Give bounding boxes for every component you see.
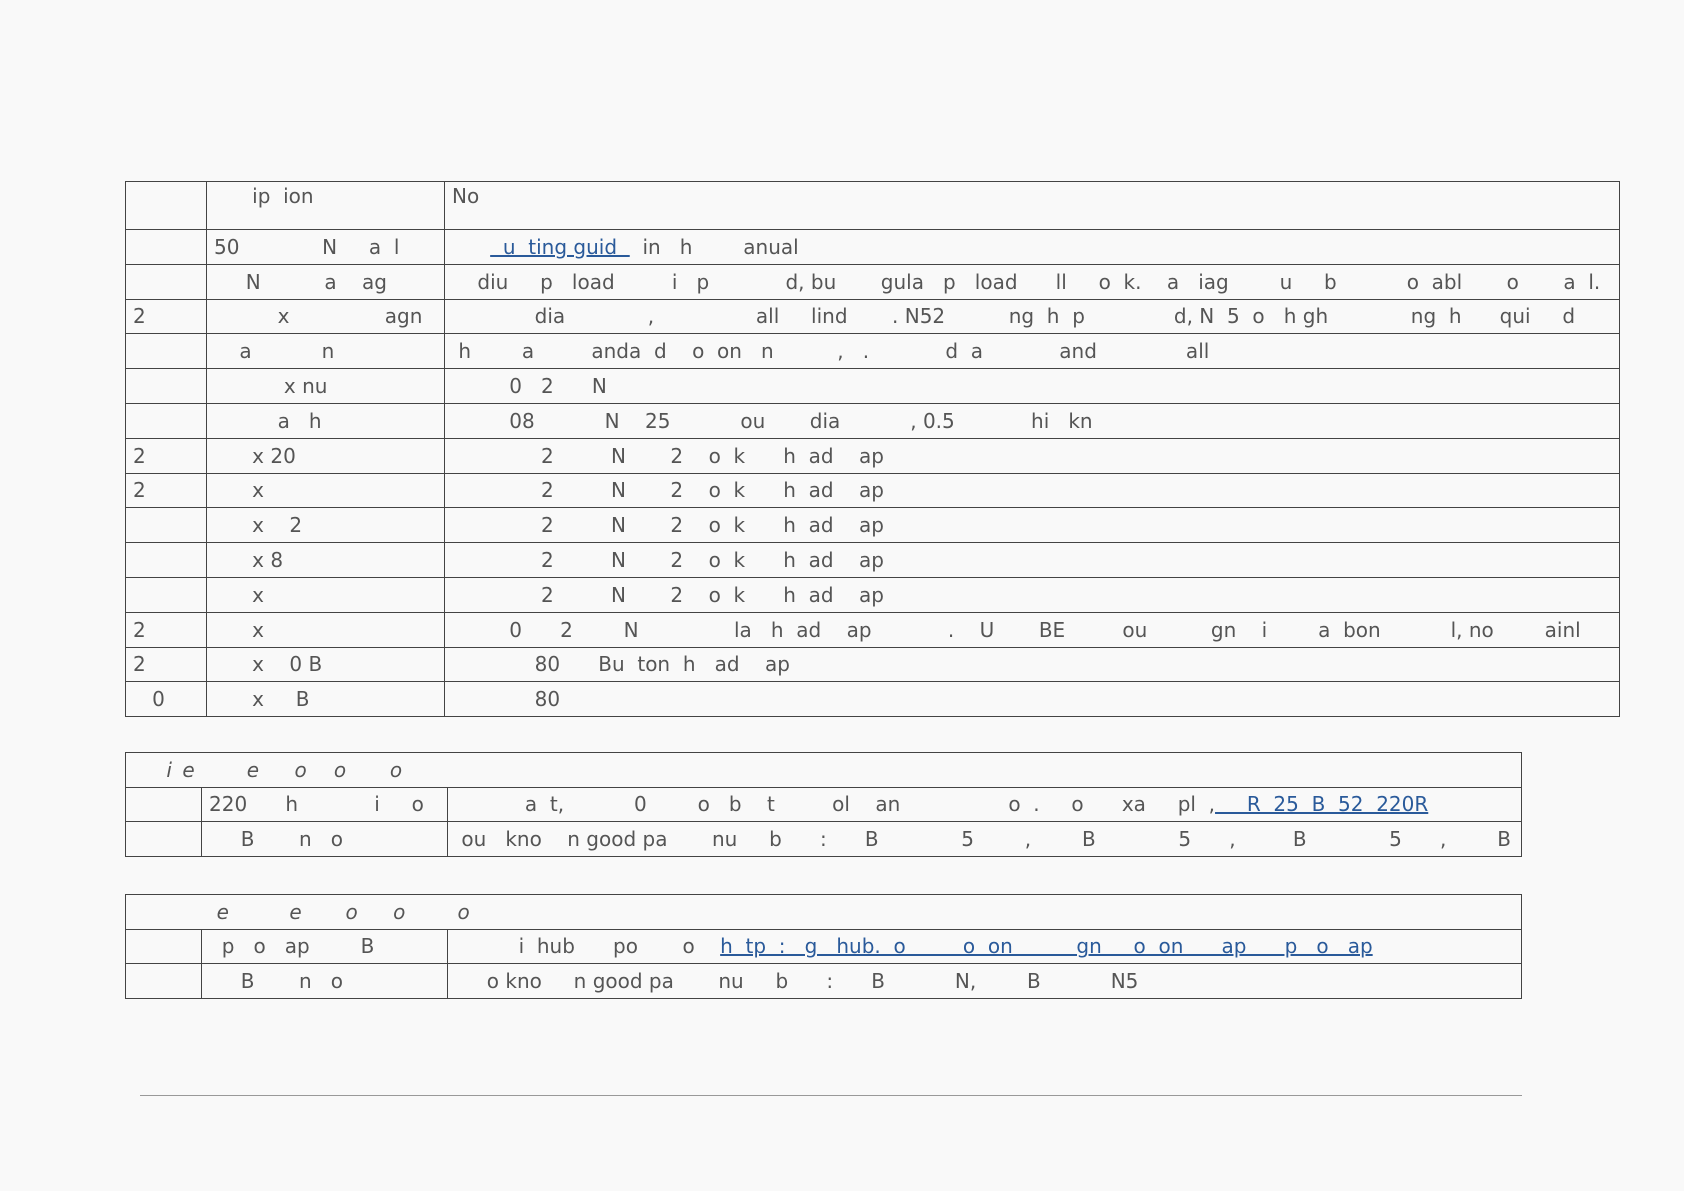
table-row [126,787,1522,822]
bom-body [126,182,1620,717]
part-cell: a n [207,334,445,369]
section-title: i e e o o o [126,753,1522,788]
quantity-cell: 2 [126,438,207,473]
notes-cell [445,612,1620,647]
part-cell: x agn [207,299,445,334]
table-row [126,612,1620,647]
table-row [126,647,1620,682]
note-text: 08 N 25 ou dia , 0.5 hi kn [452,408,1093,433]
table-row [126,230,1620,265]
notes-cell [445,508,1620,543]
note-text: 2 N 2 o k h ad ap [452,582,884,607]
part-cell: x 8 [207,543,445,578]
note-text: 2 N 2 o k h ad ap [452,478,884,503]
quantity-cell: 2 [126,647,207,682]
part-cell: x [207,473,445,508]
notes-cell [445,682,1620,717]
quantity-cell [126,964,202,999]
quantity-cell [126,403,207,438]
quantity-cell [126,787,202,822]
note-link[interactable]: u ting guid [490,234,630,259]
table-row [126,577,1620,612]
notes-cell [445,230,1620,265]
quantity-cell [126,182,207,230]
note-text: 80 [452,687,561,712]
bill-of-materials-table [125,181,1620,717]
note-text: a t, 0 o b t ol an o . o xa pl , [455,792,1216,817]
note-text: in h anual [629,234,799,259]
note-text: 2 N 2 o k h ad ap [452,548,884,573]
notes-cell [448,929,1522,964]
notes-cell [445,473,1620,508]
section-title: e e o o o [126,895,1522,930]
table-row [126,299,1620,334]
table-row [126,682,1620,717]
section-header-row [126,753,1522,788]
notes-cell [445,543,1620,578]
note-text: 2 N 2 o k h ad ap [452,443,884,468]
part-cell: N a ag [207,264,445,299]
table-row [126,543,1620,578]
note-link[interactable]: R 25 B 52 220R [1215,792,1429,817]
note-text: ou kno n good pa nu b : B 5 , B 5 , B 5 , B [455,826,1511,851]
quantity-cell [126,929,202,964]
table-row [126,438,1620,473]
part-cell: B n o [202,822,448,857]
table-row [126,403,1620,438]
notes-cell [445,369,1620,404]
table-row [126,264,1620,299]
table-row [126,369,1620,404]
quantity-cell [126,508,207,543]
note-text: dia , all lind . N52 ng h p d, N 5 o h gh ng h qui d [452,304,1576,329]
part-cell: B n o [202,964,448,999]
quantity-cell [126,369,207,404]
part-cell: x [207,577,445,612]
section-header-row [126,895,1522,930]
table-row [126,334,1620,369]
notes-cell [445,647,1620,682]
part-cell: p o ap B [202,929,448,964]
quantity-cell [126,334,207,369]
part-cell: x [207,612,445,647]
notes-cell [445,264,1620,299]
quantity-cell: 2 [126,612,207,647]
note-text: 0 2 N la h ad ap . U BE ou gn i a bon l, no ainl [452,617,1581,642]
part-cell: 220 h i o [202,787,448,822]
note-text: h a anda d o on n , . d a and all [452,339,1210,364]
part-cell: ip ion [207,182,445,230]
note-text: 2 N 2 o k h ad ap [452,513,884,538]
notes-cell: No [445,182,1620,230]
part-cell: x B [207,682,445,717]
part-cell: x nu [207,369,445,404]
part-cell: a h [207,403,445,438]
note-text: 0 2 N [452,374,607,399]
table-header-row [126,182,1620,230]
table-row [126,964,1522,999]
quantity-cell [126,822,202,857]
note-text: i hub po o [455,934,721,959]
part-cell: x 2 [207,508,445,543]
footer-divider [140,1095,1522,1096]
quantity-cell [126,543,207,578]
part-cell: x 20 [207,438,445,473]
quantity-cell [126,577,207,612]
quantity-cell [126,264,207,299]
notes-cell [445,299,1620,334]
table-row [126,473,1620,508]
note-link[interactable]: h tp : g hub. o o on gn o on ap p o ap [720,934,1373,959]
notes-cell [448,822,1522,857]
quantity-cell: 0 [126,682,207,717]
table-row [126,508,1620,543]
notes-cell [445,334,1620,369]
notes-cell [445,403,1620,438]
section-3-table [125,894,1522,999]
part-cell: x 0 B [207,647,445,682]
notes-cell [445,438,1620,473]
part-cell: 50 N a l [207,230,445,265]
quantity-cell: 2 [126,299,207,334]
notes-cell [448,964,1522,999]
notes-cell [448,787,1522,822]
quantity-cell [126,230,207,265]
table-row [126,929,1522,964]
note-text: o kno n good pa nu b : B N, B N5 [455,968,1139,993]
quantity-cell: 2 [126,473,207,508]
note-text: diu p load i p d, bu gula p load ll o k. a iag u b o abl o a l. [452,269,1601,294]
note-text [452,235,490,259]
notes-cell [445,577,1620,612]
note-text: 80 Bu ton h ad ap [452,652,790,677]
section-2-table [125,752,1522,857]
table-row [126,822,1522,857]
